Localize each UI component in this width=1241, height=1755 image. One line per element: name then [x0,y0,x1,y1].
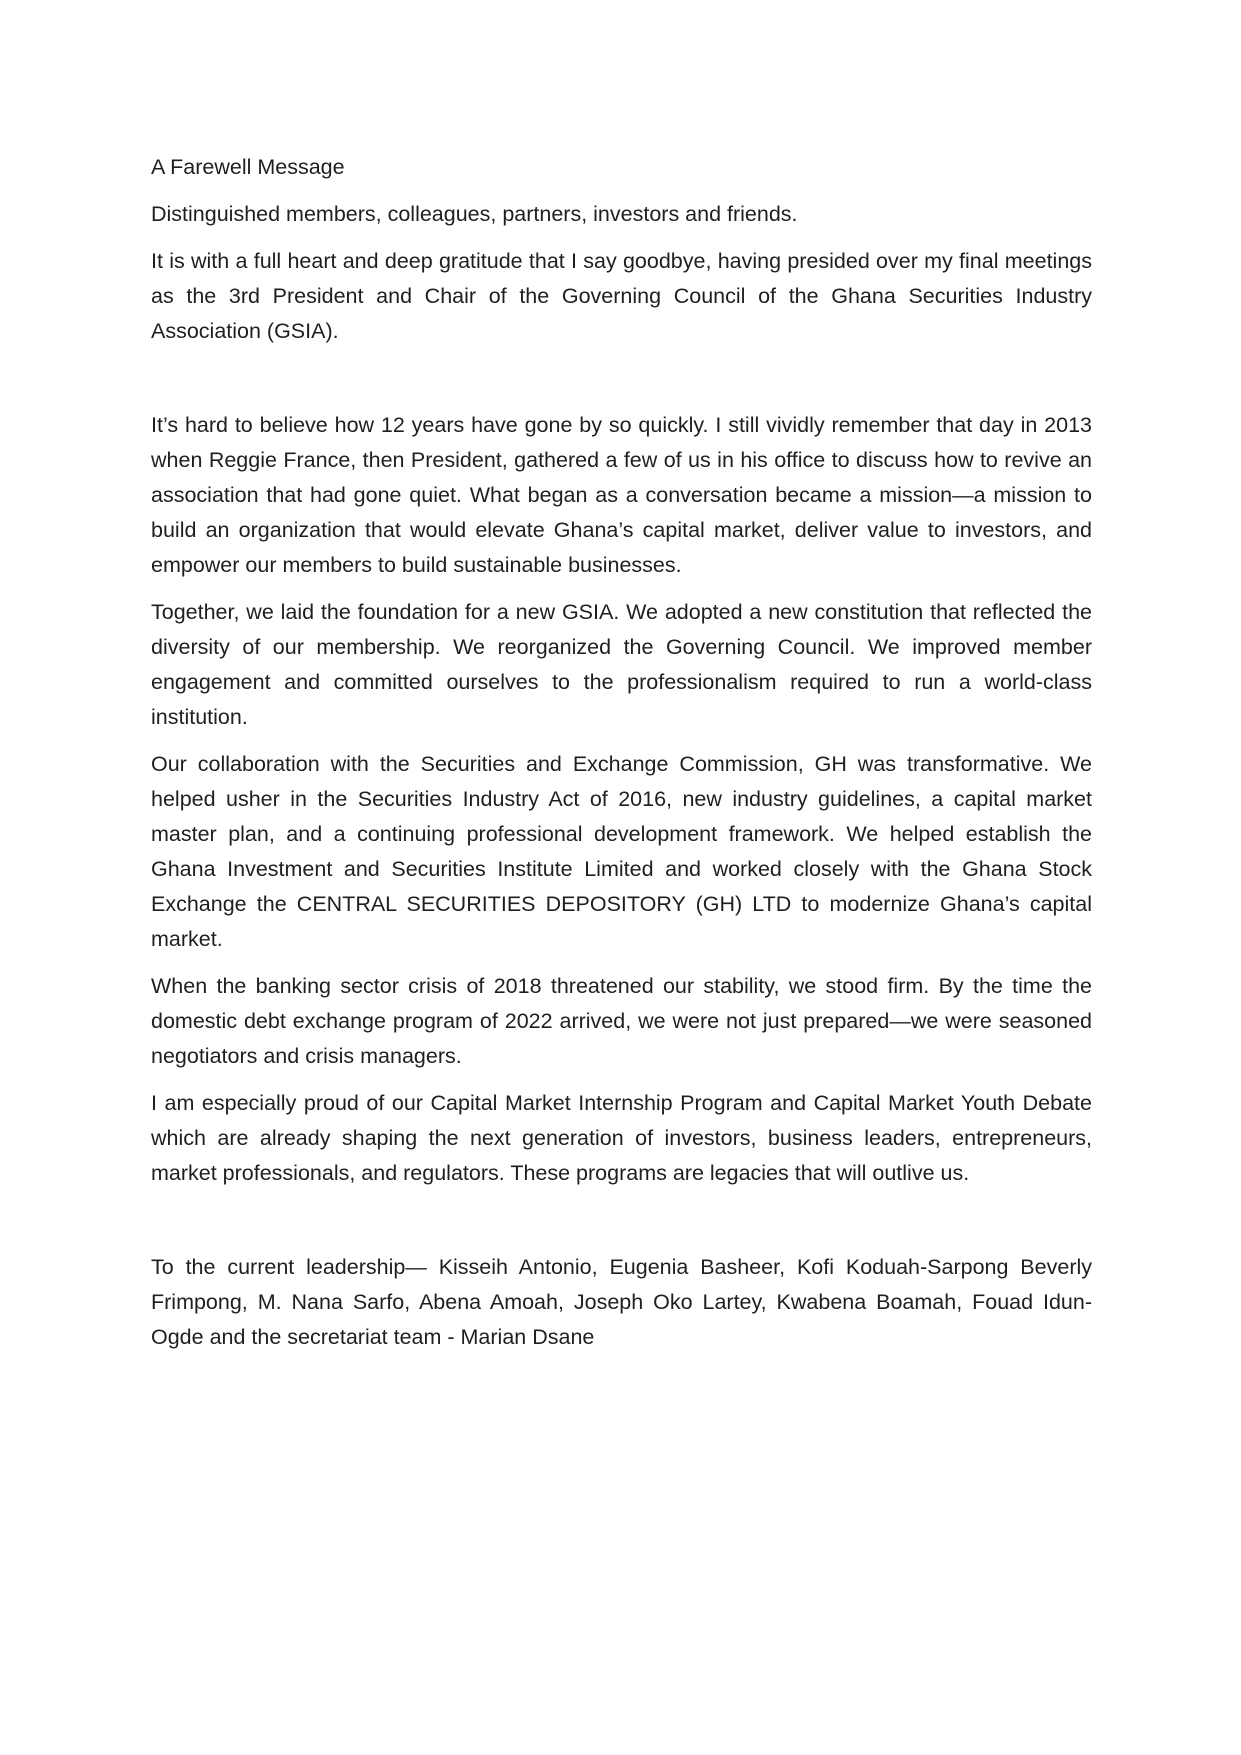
document-title: A Farewell Message [151,155,345,179]
blank-line [151,1203,1092,1238]
salutation-line: Distinguished members, colleagues, partners, investors and friends. [151,202,798,226]
paragraph-programs: I am especially proud of our Capital Market Internship Program and Capital Market Youth Debate which are already shaping the next generation of investors, business leaders, entrepreneurs, market professionals, and regulators. These programs are legacies that will outlive us. [151,1091,1092,1185]
paragraph-goodbye: It is with a full heart and deep gratitude that I say goodbye, having presided over my final meetings as the 3rd President and Chair of the Governing Council of the Ghana Securities Industry Association (GSIA). [151,249,1092,343]
paragraph-leadership: To the current leadership— Kisseih Antonio, Eugenia Basheer, Kofi Koduah-Sarpong Beverly Frimpong, M. Nana Sarfo, Abena Amoah, Joseph Oko Lartey, Kwabena Boamah, Fouad Idun-Ogde and the secretariat team - Marian Dsane [151,1255,1092,1349]
paragraph-collaboration: Our collaboration with the Securities and Exchange Commission, GH was transformative. We helped usher in the Securities Industry Act of 2016, new industry guidelines, a capital market master plan, and a continuing professional development framework. We helped establish the Ghana Investment and Securities Institute Limited and worked closely with the Ghana Stock Exchange the CENTRAL SECURITIES DEPOSITORY (GH) LTD to modernize Ghana’s capital market. [151,752,1092,951]
paragraph-banking-crisis: When the banking sector crisis of 2018 threatened our stability, we stood firm. By the time the domestic debt exchange program of 2022 arrived, we were not just prepared—we were seasoned negotiators and crisis managers. [151,974,1092,1068]
paragraph-foundation: Together, we laid the foundation for a new GSIA. We adopted a new constitution that reflected the diversity of our membership. We reorganized the Governing Council. We improved member engagement and committed ourselves to the professionalism required to run a world-class institution. [151,600,1092,729]
blank-line [151,361,1092,396]
paragraph-twelve-years: It’s hard to believe how 12 years have gone by so quickly. I still vividly remember that day in 2013 when Reggie France, then President, gathered a few of us in his office to discuss how to revive an association that had gone quiet. What began as a conversation became a mission—a mission to build an organization that would elevate Ghana’s capital market, deliver value to investors, and empower our members to build sustainable businesses. [151,413,1092,577]
